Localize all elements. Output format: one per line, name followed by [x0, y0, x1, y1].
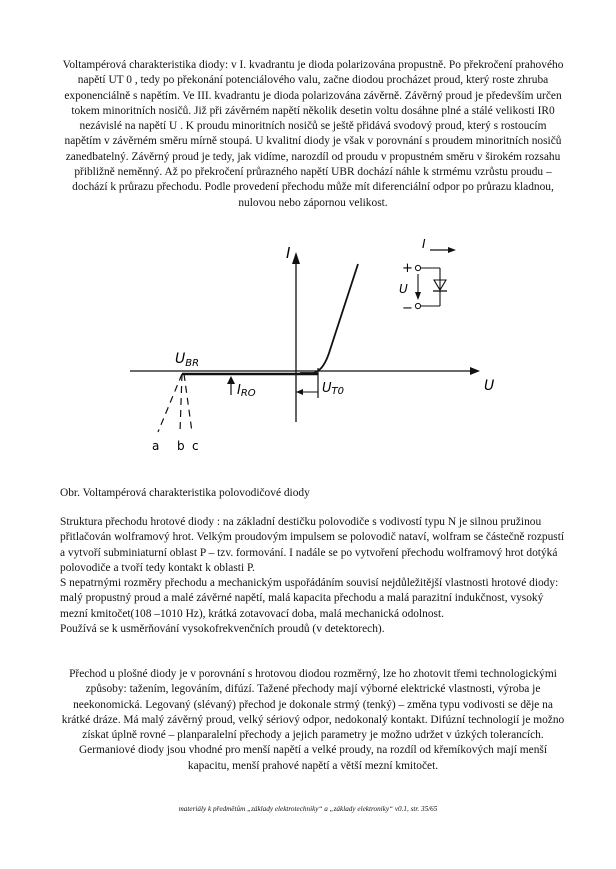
curve-b-label: b: [177, 439, 185, 453]
ut0-label-sub: T0: [331, 386, 344, 397]
point-contact-paragraph-1: Struktura přechodu hrotové diody : na základní destičku polovodiče s vodivostí typu N je silnou pružinou přitlačován wolframový hrot. Velkým proudovým impulsem se polovodič nataví, wolfram se částečně rozpustí a vytvoří subminiaturní oblast P – tzv. formování. I nadále se po vytvoření přechodu wolframový hrot dotýká polovodiče a tvoří tedy kontakt k oblasti P.: [60, 516, 565, 574]
inset-minus-label: −: [402, 301, 413, 316]
ubr-label-main: U: [175, 351, 186, 367]
curve-c-label: c: [192, 439, 199, 453]
point-contact-paragraph-3: Používá se k usměrňování vysokofrekvenčních proudů (v detektorech).: [60, 623, 385, 636]
ut0-label-main: U: [322, 381, 332, 396]
breakdown-curve-b: [180, 374, 182, 432]
planar-diode-paragraph: [60, 667, 566, 774]
intro-paragraph: [60, 58, 566, 211]
inset-circuit: [399, 237, 456, 316]
axis-current-label: I: [286, 244, 291, 262]
iro-label: [237, 383, 256, 399]
axis-voltage-label: U: [484, 378, 495, 394]
point-contact-section: [60, 515, 566, 637]
iro-arrow-head: [227, 376, 235, 384]
inset-voltage-arrow-head: [415, 292, 421, 300]
voltage-axis-arrow: [470, 367, 480, 375]
curve-a-label: a: [152, 439, 160, 453]
ut0-label: [322, 381, 344, 397]
breakdown-curve-c: [184, 374, 192, 432]
ut0-arrow: [296, 389, 303, 395]
planar-diode-text: Přechod u plošné diody je v porovnání s hrotovou diodou rozměrný, lze ho zhotovit třemi technologickými způsoby: tažením, legováním, difúzí. Tažené přechody mají výborné elektrické vlastnosti, výroba je neekonomická. Legovaný (slévaný) přechod je dokonale strmý (tenký) – změna typu vodivosti se děje na krátké dráze. Má malý závěrný proud, velký sériový odpor, nedokonalý kontakt. Difúzní technologií je možno získat úplně rovné – planparalelní přechody a jejich parametry je možno udržet v úzkých tolerancích. Germaniové diody jsou vhodné pro menší napětí a velké proudy, na rozdíl od křemíkových mají menší kapacitu, menší prahové napětí a větší mezní kmitočet.: [61, 668, 565, 772]
forward-curve: [300, 264, 358, 373]
figure-caption: Obr. Voltampérová charakteristika polovodičové diody: [60, 487, 310, 499]
point-contact-paragraph-2: S nepatrnými rozměry přechodu a mechanickým uspořádáním souvisí nejdůležitější vlastnosti hrotové diody: malý propustný proud a malé závěrné napětí, malá kapacita přechodu a malá parazitní indukčnost, vysoký mezní kmitočet(108 –1010 Hz), krátká zotavovací doba, malá mechanická odolnost.: [60, 577, 559, 620]
ubr-label-sub: BR: [185, 358, 200, 369]
inset-bottom-terminal: [415, 303, 420, 308]
page-footer: materiály k předmětům „základy elektrotechniky“ a „základy elektroniky“ v0.1, str. 35/65: [178, 805, 438, 813]
diode-iv-characteristic-figure: [100, 232, 530, 472]
current-axis-arrow: [292, 252, 300, 264]
breakdown-curve-a: [158, 374, 182, 432]
ubr-label: [175, 351, 199, 369]
inset-current-arrow-head: [448, 247, 456, 253]
iro-label-main: I: [237, 383, 241, 398]
inset-plus-label: +: [402, 261, 413, 276]
inset-voltage-label: U: [399, 282, 408, 296]
intro-paragraph-text: Voltampérová charakteristika diody: v I. kvadrantu je dioda polarizována propustně. Po překročení prahového napětí UT 0 , tedy po překonání potenciálového valu, začne diodou procházet proud, který roste zhruba exponenciálně s napětím. Ve III. kvadrantu je dioda polarizována závěrně. Závěrný proud je především určen tokem minoritních nosičů. Již při závěrném napětí několik desetin voltu dosáhne plné a stálé velikosti IR0 nezávislé na napětí U . K proudu minoritních nosičů se ještě přidává svodový proud, který s rostoucím napětím v závěrném směru mírně stoupá. U kvalitní diody je však v porovnání s proudem minoritních nosičů zanedbatelný. Závěrný proud je tedy, jak vidíme, narozdíl od proudu v propustném směru v širokém rozsahu přibližně neměnný. Až po překročení průrazného napětí UBR dochází náhle k strmému vzrůstu proudu – dochází k průrazu přechodu. Podle provedení přechodu může mít diferenciální odpor po průrazu kladnou, nulovou nebo zápornou velikost.: [62, 59, 564, 209]
inset-top-terminal: [415, 265, 420, 270]
inset-current-label: I: [422, 237, 426, 251]
iro-label-sub: RO: [240, 388, 256, 399]
